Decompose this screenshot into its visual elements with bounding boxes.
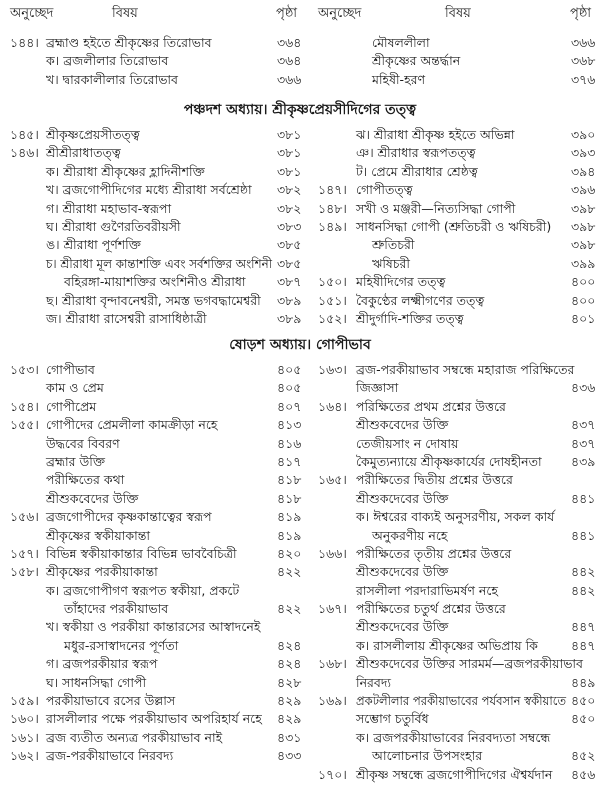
entry-page: ৪১৯ [277, 527, 302, 543]
toc-entry [0, 273, 300, 291]
entry-page: ৩৬৪ [277, 35, 302, 50]
entry-title: মহিষী-হরণ [372, 71, 426, 87]
left-column [0, 34, 300, 89]
entry-title: ট। প্রেমে শ্রীরাধার শ্রেষ্ঠত্ব [356, 163, 478, 179]
entry-page: ৪৩৩ [277, 748, 302, 764]
entry-title: গোপীপ্রেম [46, 398, 97, 414]
entry-title: খ। দ্বারকালীলার তিরোভাব [46, 71, 179, 87]
entry-page: ৩৮৫ [277, 255, 302, 271]
entry-title: পরীক্ষিতের তৃতীয় প্রশ্নের উত্তরে [356, 545, 512, 561]
entry-title: গোপীভাব [46, 362, 95, 377]
toc-entry [0, 618, 300, 636]
toc-entry [300, 52, 600, 70]
entry-title: ঘ। শ্রীরাধা গুণৈরতিবরীয়সী [46, 218, 181, 234]
toc-entry [300, 310, 600, 328]
entry-title: সখী ও মঞ্জরী—নিত্যসিদ্ধা গোপী [356, 200, 516, 216]
toc-entry [0, 361, 300, 379]
entry-title: শ্রীশুকদেবের উক্তি [356, 564, 449, 580]
entry-page: ৪০৫ [277, 380, 302, 396]
entry-page: ৩৬৮ [571, 53, 596, 69]
entry-page: ৩৮১ [277, 145, 302, 161]
toc-entry [0, 453, 300, 471]
toc-entry [300, 490, 600, 508]
entry-page: ৩৯৮ [571, 200, 596, 216]
section-heading: পঞ্চদশ অধ্যায়। শ্রীকৃষ্ণপ্রেয়সীদিগের তত্ত্ব [183, 102, 417, 118]
entry-page: ৪৩৬ [571, 380, 596, 396]
right-column [300, 126, 600, 328]
entry-title: অনুকরণীয় নহে [372, 527, 448, 543]
toc-entry [300, 655, 600, 673]
entry-title: আলোচনার উপসংহার [372, 748, 483, 764]
entry-title: চ। শ্রীরাধা মূল কান্তাশক্তি এবং সর্বশক্তির অংশিনী [46, 255, 273, 271]
entry-page: ৪৪৭ [571, 637, 596, 653]
entry-page: ৪৪১ [571, 527, 596, 543]
header-left-page: পৃষ্ঠা [276, 6, 298, 21]
entry-title: ক। শ্রীরাধা শ্রীকৃষ্ণের হ্লাদিনীশক্তি [46, 163, 205, 179]
header-right-subject: বিষয় [445, 6, 471, 21]
toc-entry [300, 379, 600, 397]
toc-entry [0, 218, 300, 236]
entry-page: ৪২৪ [277, 637, 302, 653]
entry-title: জ। শ্রীরাধা রাসেশ্বরী রাসাধিষ্ঠাত্রী [46, 310, 207, 326]
entry-page: ৪১৬ [277, 435, 302, 451]
entry-title: খ। স্বকীয়া ও পরকীয়া কান্তারসের আস্বাদনেই [46, 619, 261, 635]
toc-entry [0, 255, 300, 273]
entry-title: শ্রীদুর্গাদি-শক্তির তত্ত্ব [356, 310, 464, 326]
toc-entry [300, 729, 600, 747]
entry-page: ৪১৯ [277, 509, 302, 525]
entry-title: ঋষিচরী [372, 255, 411, 271]
entry-number: ১৬৫। [318, 472, 347, 488]
toc-entry [0, 398, 300, 416]
entry-page: ৪৩১ [277, 729, 302, 745]
entry-page: ৪৫০ [571, 711, 596, 727]
entry-page: ৩৮৫ [277, 237, 302, 253]
entry-title: ব্রজ ব্যতীত অন্যত্র পরকীয়াভাব নাই [46, 729, 223, 745]
entry-title: পরীক্ষিতের দ্বিতীয় প্রশ্নের উত্তরে [356, 472, 513, 488]
toc-entry [0, 236, 300, 254]
toc-entry [0, 471, 300, 489]
toc-entry [0, 163, 300, 181]
entry-page: ৩৯০ [571, 127, 596, 142]
toc-entry [300, 292, 600, 310]
toc-entry [0, 692, 300, 710]
entry-number: ১৫৬। [10, 509, 39, 525]
entry-page: ৪৫২ [571, 748, 596, 764]
entry-page: ৩৬৬ [571, 35, 596, 50]
entry-page: ৩৯৩ [571, 145, 596, 161]
toc-entry [300, 600, 600, 618]
entry-number: ১৭০। [318, 766, 347, 782]
entry-title: পরীক্ষিতের কথা [46, 472, 125, 488]
entry-title: শ্রীকৃষ্ণের পরকীয়াকান্তা [46, 564, 158, 580]
entry-title: গ। ব্রজপরকীয়ার স্বরূপ [46, 656, 158, 672]
entry-title: রাসলীলার পক্ষে পরকীয়াভাব অপরিহার্য নহে [46, 711, 262, 727]
entry-number: ১৬২। [10, 748, 39, 764]
entry-title: বৈকুণ্ঠের লক্ষ্মীগণের তত্ত্ব [356, 292, 485, 308]
entry-title: ক। ব্রজলীলার তিরোভাব [46, 53, 169, 69]
entry-title: শ্রীকৃষ্ণের স্বকীয়াকান্তা [46, 527, 151, 543]
entry-number: ১৬৯। [318, 693, 347, 709]
entry-page: ৪১৮ [277, 472, 302, 488]
entry-title: পরীক্ষিতের চতুর্থ প্রশ্নের উত্তরে [356, 601, 506, 617]
entry-title: তেজীয়সাং ন দোষায় [356, 435, 459, 451]
entry-title: মহিষীদিগের তত্ত্ব [356, 274, 446, 290]
entry-number: ১৫৫। [10, 417, 39, 433]
toc-entry [0, 490, 300, 508]
entry-title: কাম ও প্রেম [46, 380, 104, 396]
entry-page: ৩৯৮ [571, 218, 596, 234]
entry-title: রাসলীলা পরদারাভিমর্ষণ নহে [356, 582, 498, 598]
entry-title: কৈমুত্যন্যায়ে শ্রীকৃষ্ণকার্যের দোষহীনতা [356, 453, 542, 469]
entry-title: পরিক্ষিতের প্রথম প্রশ্নের উত্তরে [356, 398, 506, 414]
entry-title: পরকীয়াভাবে রসের উল্লাস [46, 693, 176, 709]
entry-page: ৪৪২ [571, 564, 596, 580]
entry-title: শ্রুতিচরী [372, 237, 415, 253]
toc-entry [300, 508, 600, 526]
entry-page: ৩৬৪ [277, 53, 302, 69]
entry-number: ১৪৯। [318, 218, 347, 234]
toc-entry [300, 218, 600, 236]
entry-title: ব্রজ-পরকীয়াভাবে নিরবদ্য [46, 748, 174, 764]
toc-entry [300, 144, 600, 162]
toc-entry [0, 126, 300, 144]
entry-number: ১৫৮। [10, 564, 39, 580]
entry-number: ১৪৪। [10, 35, 39, 50]
toc-entry [0, 52, 300, 70]
entry-title: সাধনসিদ্ধা গোপী (শ্রুতিচরী ও ঋষিচরী) [356, 218, 552, 234]
entry-number: ১৬১। [10, 729, 39, 745]
toc-entry [0, 310, 300, 328]
toc-entry [0, 600, 300, 618]
left-column [0, 126, 300, 328]
entry-page: ৪১৮ [277, 490, 302, 506]
entry-page: ৩৮৯ [277, 310, 302, 326]
toc-entry [300, 181, 600, 199]
toc-entry [300, 637, 600, 655]
entry-page: ৩৯৯ [571, 255, 596, 271]
entry-page: ৪৩৭ [571, 417, 596, 433]
entry-title: ঘ। সাধনসিদ্ধা গোপী [46, 674, 147, 690]
entry-page: ৪২৯ [277, 711, 302, 727]
toc-entry [300, 255, 600, 273]
entry-number: ১৪৭। [318, 182, 347, 198]
entry-page: ৩৮৯ [277, 292, 302, 308]
entry-page: ৩৬৬ [277, 71, 302, 87]
entry-page: ৪২২ [277, 564, 302, 580]
entry-title: ক। ঈশ্বরের বাক্যই অনুসরণীয়, সকল কার্য [356, 509, 555, 525]
entry-page: ৩৭৬ [571, 71, 596, 87]
entry-title: জিজ্ঞাসা [356, 380, 399, 396]
entry-title: ক। ব্রজগোপীগণ স্বরূপত স্বকীয়া, প্রকটে [46, 582, 240, 598]
right-column [300, 361, 600, 784]
entry-title: শ্রীশুকদেবের উক্তি [356, 490, 449, 506]
entry-title: মধুর-রসাস্বাদনের পূর্ণতা [64, 637, 179, 653]
entry-page: ৪২৪ [277, 656, 302, 672]
toc-entry [300, 453, 600, 471]
entry-number: ১৬৩। [318, 362, 347, 377]
toc-entry [0, 747, 300, 765]
toc-entry [0, 379, 300, 397]
entry-title: গ। শ্রীরাধা মহাভাব-স্বরূপা [46, 200, 172, 216]
entry-title: শ্রীশুকবেদের উক্তি [46, 490, 139, 506]
entry-number: ১৫৩। [10, 362, 39, 377]
toc-entry [0, 582, 300, 600]
toc-entry [300, 361, 600, 379]
entry-number: ১৫১। [318, 292, 347, 308]
entry-page: ৪১৭ [277, 453, 302, 469]
entry-title: তাঁহাদের পরকীয়াভাব [64, 601, 169, 617]
entry-page: ৪৪৭ [571, 619, 596, 635]
toc-entry [300, 618, 600, 636]
toc-entry [300, 674, 600, 692]
entry-page: ৩৯৬ [571, 182, 596, 198]
toc-entry [0, 34, 300, 52]
entry-title: ব্রহ্মার উক্তি [46, 453, 105, 469]
entry-title: গোপীতত্ত্ব [356, 182, 413, 198]
entry-page: ৪০০ [571, 274, 596, 290]
entry-title: শ্রীশুকবেদের উক্তি [356, 417, 449, 433]
entry-page: ৪১৩ [277, 417, 302, 433]
entry-page: ৪৫৬ [571, 766, 596, 782]
toc-entry [0, 71, 300, 89]
toc-entry [300, 692, 600, 710]
entry-number: ১৫৭। [10, 545, 39, 561]
entry-title: গোপীদের প্রেমলীলা কামক্রীড়া নহে [46, 417, 218, 433]
toc-entry [300, 126, 600, 144]
entry-page: ৪৪১ [571, 490, 596, 506]
entry-page: ৪০০ [571, 292, 596, 308]
header-right-page: পৃষ্ঠা [570, 6, 592, 21]
entry-title: শ্রীশ্রীরাধাতত্ত্ব [46, 145, 121, 161]
entry-page: ৪৩৯ [571, 453, 596, 469]
toc-entry [300, 71, 600, 89]
toc-entry [0, 181, 300, 199]
entry-page: ৪৪২ [571, 582, 596, 598]
entry-number: ১৬৭। [318, 601, 347, 617]
entry-page: ৩৮৩ [277, 218, 302, 234]
entry-page: ৪০৭ [277, 398, 302, 414]
entry-title: শ্রীকৃষ্ণ সম্বন্ধে ব্রজগোপীদিগের ঐশ্বর্যদান [356, 766, 553, 782]
header-right-number: অনুচ্ছেদ [318, 6, 362, 21]
entry-title: শ্রীশুকদেবের উক্তি [356, 619, 449, 635]
entry-page: ৩৯৮ [571, 237, 596, 253]
header-left-number: অনুচ্ছেদ [10, 6, 54, 21]
entry-title: ঙ। শ্রীরাধা পূর্ণশক্তি [46, 237, 141, 253]
toc-entry [300, 766, 600, 784]
entry-title: ব্রহ্মাণ্ড হইতে শ্রীকৃষ্ণের তিরোভাব [46, 35, 212, 50]
entry-page: ৩৮৭ [277, 274, 302, 290]
entry-title: খ। ব্রজগোপীদিগের মধ্যে শ্রীরাধা সর্বশ্রেষ্ঠা [46, 182, 252, 198]
entry-number: ১৫৯। [10, 693, 39, 709]
entry-page: ৪০১ [571, 310, 596, 326]
entry-title: বিভিন্ন স্বকীয়াকান্তার বিভিন্ন ভাববৈচিত্রী [46, 545, 237, 561]
entry-number: ১৬৪। [318, 398, 347, 414]
entry-page: ৪০৫ [277, 362, 302, 377]
entry-number: ১৬০। [10, 711, 39, 727]
toc-entry [0, 144, 300, 162]
toc-entry [0, 563, 300, 581]
entry-page: ৪২২ [277, 601, 302, 617]
entry-page: ৪৪৯ [571, 674, 596, 690]
entry-number: ১৪৬। [10, 145, 39, 161]
entry-page: ৩৮২ [277, 200, 302, 216]
left-column [0, 361, 300, 766]
entry-page: ৪২৮ [277, 674, 302, 690]
toc-entry [0, 435, 300, 453]
entry-number: ১৫৪। [10, 398, 39, 414]
entry-title: ঝ। শ্রীরাধা শ্রীকৃষ্ণ হইতে অভিন্না [356, 127, 515, 142]
entry-page: ৪২০ [277, 545, 302, 561]
toc-entry [0, 508, 300, 526]
toc-entry [300, 563, 600, 581]
toc-entry [0, 637, 300, 655]
toc-entry [300, 471, 600, 489]
entry-number: ১৪৮। [318, 200, 347, 216]
toc-entry [300, 582, 600, 600]
entry-page: ৩৮১ [277, 127, 302, 142]
right-column [300, 34, 600, 89]
toc-entry [0, 527, 300, 545]
toc-entry [300, 545, 600, 563]
entry-page: ৩৯৪ [571, 163, 596, 179]
toc-entry [300, 273, 600, 291]
entry-page: ৪৫০ [571, 693, 596, 709]
toc-entry [0, 545, 300, 563]
toc-entry [0, 674, 300, 692]
entry-title: ক। রাসলীলায় শ্রীকৃষ্ণের অভিপ্রায় কি [356, 637, 538, 653]
toc-entry [300, 435, 600, 453]
entry-number: ১৬৬। [318, 545, 347, 561]
toc-entry [0, 292, 300, 310]
entry-title: মৌষললীলা [372, 35, 430, 50]
entry-title: শ্রীকৃষ্ণপ্রেয়সীতত্ত্ব [46, 127, 140, 142]
entry-title: ছ। শ্রীরাধা বৃন্দাবনেশ্বরী, সমস্ত ভগবদ্ধামেশ্বরী [46, 292, 261, 308]
toc-entry [300, 416, 600, 434]
toc-entry [300, 163, 600, 181]
entry-page: ৩৮২ [277, 182, 302, 198]
entry-title: ব্রজগোপীদের কৃষ্ণকান্তাত্বের স্বরূপ [46, 509, 212, 525]
toc-entry [0, 200, 300, 218]
entry-number: ১৫০। [318, 274, 347, 290]
toc-entry [0, 710, 300, 728]
toc-entry [300, 527, 600, 545]
section-heading: ষোড়শ অধ্যায়। গোপীভাব [229, 337, 371, 353]
entry-title: সম্ভোগ চতুর্বিধ [356, 711, 429, 727]
entry-title: প্রকটলীলার পরকীয়াভাবের পর্যবসান স্বকীয়াতে [356, 693, 567, 709]
entry-title: শ্রীকৃষ্ণের অন্তর্দ্ধান [372, 53, 461, 69]
toc-entry [300, 34, 600, 52]
header-left-subject: বিষয় [112, 6, 138, 21]
toc-entry [0, 729, 300, 747]
toc-entry [300, 398, 600, 416]
entry-title: শ্রীশুকদেবের উক্তির সারমর্ম—ব্রজপরকীয়াভাব [356, 656, 584, 672]
toc-entry [300, 236, 600, 254]
entry-title: ঞ। শ্রীরাধার স্বরূপতত্ত্ব [356, 145, 476, 161]
toc-entry [0, 416, 300, 434]
toc-entry [300, 747, 600, 765]
entry-page: ৪৩৭ [571, 435, 596, 451]
entry-number: ১৫২। [318, 310, 347, 326]
toc-entry [300, 200, 600, 218]
entry-page: ৩৮১ [277, 163, 302, 179]
entry-number: ১৪৫। [10, 127, 39, 142]
entry-title: ব্রজ-পরকীয়াভাব সম্বন্ধে মহারাজ পরিক্ষিতের [356, 362, 575, 377]
entry-title: উদ্ধবের বিবরণ [46, 435, 120, 451]
toc-entry [300, 710, 600, 728]
entry-title: বহিরঙ্গা-মায়াশক্তির অংশিনীও শ্রীরাধা [64, 274, 246, 290]
entry-title: ক। ব্রজপরকীয়াভাবের নিরবদ্যতা সম্বন্ধে [356, 729, 551, 745]
toc-entry [0, 655, 300, 673]
entry-page: ৪২৯ [277, 693, 302, 709]
entry-title: নিরবদ্য [356, 674, 392, 690]
entry-number: ১৬৮। [318, 656, 347, 672]
